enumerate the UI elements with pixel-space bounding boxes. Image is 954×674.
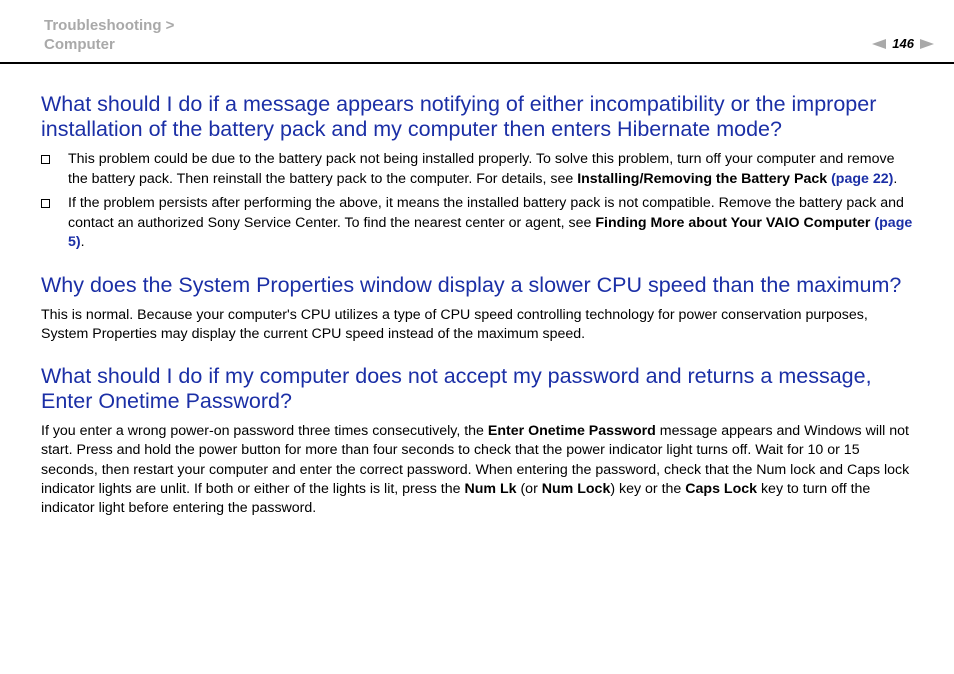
breadcrumb [44,16,174,54]
key-name: Num Lk [464,480,517,497]
page-content [41,92,913,519]
key-name: Num Lock [541,480,611,497]
list-item: If the problem persists after performing the above, it means the installed battery pack is not compatible. Remove the battery pack and contact an authorized Sony Service Center. To find the nearest center or agent, see Finding More about Your VAIO Computer (page 5). [41,194,913,253]
bullet-checkbox-icon [41,199,50,208]
list-item: This problem could be due to the battery pack not being installed properly. To solve this problem, turn off your computer and remove the battery pack. Then reinstall the battery pack to the computer. For details, see Installing/Removing the Battery Pack (page 22). [41,150,913,189]
section-heading-battery: What should I do if a message appears notifying of either incompatibility or the improper installation of the battery pack and my computer then enters Hibernate mode? [41,92,877,141]
page-link[interactable]: (page 22) [831,170,894,187]
next-page-arrow-icon[interactable] [920,39,934,49]
page-header [0,0,954,64]
cross-reference-title: Installing/Removing the Battery Pack [577,170,828,187]
bullet-checkbox-icon [41,155,50,164]
breadcrumb-page: Computer [44,36,115,53]
previous-page-arrow-icon[interactable] [872,39,886,49]
page-link[interactable]: (page 5) [68,214,913,250]
password-answer: If you enter a wrong power-on password three times consecutively, the Enter Onetime Password message appears and Windows will not start. Press and hold the power button for more than four seconds to check that the power indicator light turns off. Wait for 10 or 15 seconds, then restart your computer and enter the correct password. When entering the password, check that the Num lock and Caps lock indicator lights are unlit. If both or either of the lights is lit, press the Num Lk (or Num Lock) key or the Caps Lock key to turn off the indicator light before entering the password. [41,423,910,517]
page-number: 146 [892,36,914,51]
cpu-speed-answer: This is normal. Because your computer's CPU utilizes a type of CPU speed controlling technology for power conservation purposes, System Properties may display the current CPU speed instead of the maximum speed. [41,306,868,342]
section-heading-cpu-speed: Why does the System Properties window display a slower CPU speed than the maximum? [41,272,902,297]
header-divider [0,62,954,64]
cross-reference-title: Finding More about Your VAIO Computer [595,214,871,231]
page-navigator [872,36,934,51]
breadcrumb-section[interactable]: Troubleshooting > [44,17,175,34]
section-heading-password: What should I do if my computer does not accept my password and returns a message, Enter Onetime Password? [41,364,872,414]
message-name: Enter Onetime Password [487,423,656,440]
battery-solutions-list [41,150,913,253]
key-name: Caps Lock [685,480,758,497]
